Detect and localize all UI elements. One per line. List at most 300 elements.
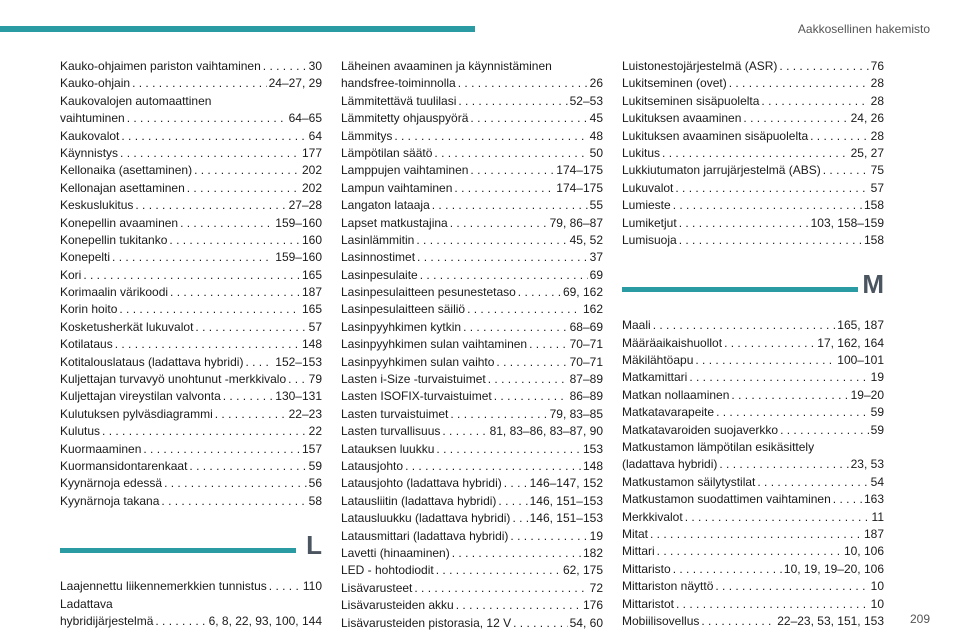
index-entry-term: Matkustamon säilytystilat bbox=[622, 474, 756, 489]
index-entry bbox=[622, 317, 884, 334]
index-entry bbox=[60, 215, 322, 232]
index-entry-term: Kuormansidontarenkaat bbox=[60, 458, 188, 473]
index-entry-pages: 11 bbox=[871, 509, 884, 524]
index-entry bbox=[622, 474, 884, 491]
index-entry-term: Mäkilähtöapu bbox=[622, 353, 694, 368]
index-entry bbox=[341, 528, 603, 545]
index-entry-pages: 10 bbox=[870, 596, 884, 611]
index-entry bbox=[60, 58, 322, 75]
index-entry-pages: 25, 27 bbox=[850, 145, 884, 160]
dot-leader bbox=[761, 93, 868, 110]
index-entry-term: Matkatavaroiden suojaverkko bbox=[622, 422, 779, 437]
index-entry-term: Lasinpesulaitteen pesunestetaso bbox=[341, 285, 516, 300]
index-entry-term: Mobiilisovellus bbox=[622, 613, 700, 628]
index-entry bbox=[341, 145, 603, 162]
index-entry-term: Lukitseminen sisäpuolelta bbox=[622, 93, 760, 108]
index-entry-term: Lasten ISOFIX-turvaistuimet bbox=[341, 389, 492, 404]
dot-leader bbox=[436, 562, 561, 579]
dot-leader bbox=[779, 58, 868, 75]
index-entry-term: Lumieste bbox=[622, 198, 671, 213]
index-entry-pages: 19 bbox=[589, 528, 603, 543]
dot-leader bbox=[155, 613, 206, 630]
index-entry bbox=[622, 456, 884, 473]
index-entry bbox=[622, 110, 884, 127]
index-entry-pages: 59 bbox=[870, 405, 884, 420]
dot-leader bbox=[450, 215, 548, 232]
index-entry-term: Konepellin tukitanko bbox=[60, 232, 168, 247]
index-entry-term: Lukitus bbox=[622, 145, 661, 160]
index-entry-term: Laajennettu liikennemerkkien tunnistus bbox=[60, 579, 267, 594]
index-entry-pages: 10 bbox=[870, 579, 884, 594]
dot-leader bbox=[414, 580, 587, 597]
index-entry bbox=[60, 354, 322, 371]
index-entry-pages: 70–71 bbox=[569, 337, 603, 352]
index-entry bbox=[622, 180, 884, 197]
index-entry-pages: 56 bbox=[308, 476, 322, 491]
index-entry-pages: 6, 8, 22, 93, 100, 144 bbox=[208, 613, 322, 628]
dot-leader bbox=[187, 180, 300, 197]
dot-leader bbox=[676, 596, 869, 613]
dot-leader bbox=[132, 75, 267, 92]
index-entry bbox=[622, 543, 884, 560]
index-entry-term: Keskuslukitus bbox=[60, 198, 134, 213]
dot-leader bbox=[417, 249, 588, 266]
dot-leader bbox=[189, 458, 306, 475]
index-entry-term: Käynnistys bbox=[60, 145, 119, 160]
index-entry bbox=[622, 387, 884, 404]
dot-leader bbox=[245, 354, 273, 371]
index-entry-pages: 37 bbox=[589, 250, 603, 265]
index-entry-term: Merkkivalot bbox=[622, 509, 683, 524]
index-entry-term: Kulutus bbox=[60, 424, 101, 439]
index-entry-pages: 68–69 bbox=[569, 319, 603, 334]
index-entry bbox=[60, 475, 322, 492]
index-entry-pages: 10, 106 bbox=[843, 544, 884, 559]
dot-leader bbox=[510, 528, 587, 545]
index-entry-term: Lasten turvaistuimet bbox=[341, 406, 449, 421]
dot-leader bbox=[689, 369, 868, 386]
index-entry-term: Lasinpyyhkimen sulan vaihto bbox=[341, 354, 495, 369]
index-entry bbox=[341, 441, 603, 458]
index-entry bbox=[341, 180, 603, 197]
index-entry bbox=[341, 458, 603, 475]
index-entry-pages: 62, 175 bbox=[562, 563, 603, 578]
index-entry bbox=[60, 406, 322, 423]
index-entry-term: Latauksen luukku bbox=[341, 441, 435, 456]
index-entry-pages: 59 bbox=[870, 422, 884, 437]
index-entry bbox=[60, 180, 322, 197]
dot-leader bbox=[695, 352, 835, 369]
index-entry-pages: 146, 151–153 bbox=[529, 493, 603, 508]
dot-leader bbox=[102, 423, 307, 440]
index-entry bbox=[341, 162, 603, 179]
index-entry-term: Kori bbox=[60, 267, 82, 282]
index-entry-term: Matkatavarapeite bbox=[622, 405, 715, 420]
dot-leader bbox=[650, 526, 862, 543]
index-entry bbox=[60, 197, 322, 214]
index-entry bbox=[341, 249, 603, 266]
dot-leader bbox=[135, 197, 286, 214]
index-entry-pages: 174–175 bbox=[556, 180, 603, 195]
section-header-l bbox=[60, 528, 322, 566]
index-entry-pages: 202 bbox=[301, 163, 322, 178]
index-entry-pages: 26 bbox=[589, 76, 603, 91]
index-entry bbox=[622, 128, 884, 145]
index-entry-pages: 45 bbox=[589, 111, 603, 126]
index-entry-pages: 64–65 bbox=[288, 111, 322, 126]
index-entry bbox=[60, 284, 322, 301]
index-entry bbox=[341, 319, 603, 336]
index-entry-term: Latausjohto (ladattava hybridi) bbox=[341, 476, 502, 491]
dot-leader bbox=[434, 145, 587, 162]
dot-leader bbox=[195, 319, 306, 336]
index-entry bbox=[622, 404, 884, 421]
index-entry-term: Kauko-ohjain bbox=[60, 76, 131, 91]
index-entry-term: Kuljettajan turvavyö unohtunut -merkkivalo bbox=[60, 372, 287, 387]
index-entry bbox=[341, 128, 603, 145]
index-entry-term: Kaukovalot bbox=[60, 128, 120, 143]
dot-leader bbox=[161, 493, 306, 510]
index-entry-pages: 187 bbox=[863, 526, 884, 541]
index-entry bbox=[341, 267, 603, 284]
index-entry-term: vaihtuminen bbox=[60, 111, 125, 126]
index-entry bbox=[60, 249, 322, 266]
index-entry bbox=[60, 162, 322, 179]
index-entry bbox=[341, 423, 603, 440]
dot-leader bbox=[757, 474, 868, 491]
index-entry bbox=[60, 319, 322, 336]
index-column-3 bbox=[622, 58, 884, 630]
index-entry-term: Langaton lataaja bbox=[341, 198, 430, 213]
index-entry bbox=[341, 545, 603, 562]
index-entry bbox=[60, 110, 322, 127]
index-entry-pages: 57 bbox=[870, 180, 884, 195]
index-entry bbox=[341, 475, 603, 492]
index-entry bbox=[60, 613, 322, 630]
index-entry bbox=[622, 369, 884, 386]
dot-leader bbox=[662, 145, 849, 162]
dot-leader bbox=[432, 197, 588, 214]
index-entry-term: Lasinpyyhkimen sulan vaihtaminen bbox=[341, 337, 528, 352]
dot-leader bbox=[456, 597, 581, 614]
index-entry-term: Konepelti bbox=[60, 250, 111, 265]
index-entry-pages: 152–153 bbox=[275, 354, 322, 369]
index-entry bbox=[60, 371, 322, 388]
index-entry-term: Lisävarusteiden pistorasia, 12 V bbox=[341, 615, 512, 630]
section-letter: M bbox=[862, 269, 884, 300]
index-entry bbox=[622, 145, 884, 162]
dot-leader bbox=[288, 371, 307, 388]
index-entry-term: Lämmitetty ohjauspyörä bbox=[341, 111, 469, 126]
index-entry-term: Luistonestojärjestelmä (ASR) bbox=[622, 59, 778, 73]
index-entry-term: Kauko-ohjaimen pariston vaihtaminen bbox=[60, 59, 261, 73]
index-entry bbox=[622, 526, 884, 543]
index-entry-text: Matkustamon lämpötilan esikäsittely bbox=[622, 440, 815, 455]
index-entry-pages: 79, 86–87 bbox=[549, 215, 603, 230]
index-entry bbox=[341, 93, 603, 110]
index-entry-pages: 24, 26 bbox=[850, 111, 884, 126]
dot-leader bbox=[394, 128, 587, 145]
index-entry bbox=[341, 75, 603, 92]
index-entry-pages: 30 bbox=[308, 59, 322, 73]
dot-leader bbox=[731, 387, 848, 404]
index-entry bbox=[341, 110, 603, 127]
index-entry-pages: 70–71 bbox=[569, 354, 603, 369]
index-entry bbox=[341, 597, 603, 614]
dot-leader bbox=[512, 510, 527, 527]
index-entry-term: Maali bbox=[622, 318, 651, 333]
index-entry bbox=[60, 336, 322, 353]
index-entry bbox=[60, 267, 322, 284]
index-entry-pages: 146, 151–153 bbox=[529, 511, 603, 526]
index-entry-pages: 72 bbox=[589, 580, 603, 595]
index-entry-pages: 130–131 bbox=[275, 389, 322, 404]
index-entry-pages: 148 bbox=[582, 458, 603, 473]
index-entry-pages: 28 bbox=[870, 76, 884, 91]
dot-leader bbox=[263, 58, 307, 75]
index-entry-pages: 57 bbox=[308, 319, 322, 334]
index-entry-term: Kyynärnoja takana bbox=[60, 493, 160, 508]
dot-leader bbox=[127, 110, 287, 127]
index-entry-pages: 19–20 bbox=[850, 387, 884, 402]
index-entry-term: Matkamittari bbox=[622, 370, 688, 385]
index-entry-term: Mitat bbox=[622, 526, 649, 541]
dot-leader bbox=[743, 110, 848, 127]
index-entry-term: Matkustamon suodattimen vaihtaminen bbox=[622, 492, 831, 507]
dot-leader bbox=[223, 388, 274, 405]
index-entry bbox=[341, 197, 603, 214]
index-entry-pages: 28 bbox=[870, 128, 884, 143]
index-entry bbox=[60, 441, 322, 458]
index-column-2 bbox=[341, 58, 603, 632]
index-entry-term: Lukituksen avaaminen bbox=[622, 111, 742, 126]
index-entry-term: Kosketusherkät lukuvalot bbox=[60, 319, 194, 334]
index-entry-term: Kuormaaminen bbox=[60, 441, 142, 456]
index-entry bbox=[622, 352, 884, 369]
index-entry-text: Läheinen avaaminen ja käynnistäminen bbox=[341, 59, 552, 73]
index-entry-term: Lavetti (hinaaminen) bbox=[341, 545, 450, 560]
dot-leader bbox=[458, 75, 588, 92]
index-entry-term: Lisävarusteiden akku bbox=[341, 598, 454, 613]
index-entry-term: Kulutuksen pylväsdiagrammi bbox=[60, 406, 213, 421]
dot-leader bbox=[673, 197, 862, 214]
index-entry bbox=[60, 578, 322, 595]
index-entry-pages: 64 bbox=[308, 128, 322, 143]
dot-leader bbox=[679, 232, 862, 249]
dot-leader bbox=[657, 543, 842, 560]
dot-leader bbox=[675, 180, 868, 197]
section-header-m bbox=[622, 267, 884, 305]
index-entry bbox=[622, 215, 884, 232]
dot-leader bbox=[470, 110, 587, 127]
index-entry-term: Kotilataus bbox=[60, 337, 113, 352]
index-entry-pages: 163 bbox=[863, 492, 884, 507]
dot-leader bbox=[120, 145, 300, 162]
index-entry-pages: 59 bbox=[308, 458, 322, 473]
index-entry-pages: 100–101 bbox=[837, 353, 884, 368]
index-entry-pages: 187 bbox=[301, 285, 322, 300]
dot-leader bbox=[715, 578, 868, 595]
index-entry-pages: 10, 19, 19–20, 106 bbox=[783, 561, 884, 576]
page-number: 209 bbox=[909, 612, 930, 626]
index-entry-pages: 174–175 bbox=[556, 163, 603, 178]
dot-leader bbox=[488, 371, 568, 388]
dot-leader bbox=[112, 249, 273, 266]
dot-leader bbox=[164, 475, 307, 492]
index-entry-term: Lasinpyyhkimen kytkin bbox=[341, 319, 462, 334]
index-entry-term: Lukuvalot bbox=[622, 180, 674, 195]
index-entry bbox=[60, 128, 322, 145]
dot-leader bbox=[513, 615, 568, 632]
dot-leader bbox=[470, 162, 554, 179]
index-entry-pages: 55 bbox=[589, 198, 603, 213]
index-entry bbox=[60, 75, 322, 92]
index-entry-text: Ladattava bbox=[60, 596, 113, 611]
dot-leader bbox=[494, 388, 568, 405]
dot-leader bbox=[420, 267, 588, 284]
dot-leader bbox=[215, 406, 287, 423]
dot-leader bbox=[169, 232, 300, 249]
index-entry-pages: 79, 83–85 bbox=[549, 406, 603, 421]
index-entry-term: Korimaalin värikoodi bbox=[60, 285, 169, 300]
index-entry-pages: 160 bbox=[301, 232, 322, 247]
index-entry-pages: 165, 187 bbox=[837, 318, 884, 333]
index-entry bbox=[60, 232, 322, 249]
index-entry bbox=[622, 197, 884, 214]
index-entry-term: Latausjohto bbox=[341, 458, 404, 473]
index-entry-pages: 45, 52 bbox=[569, 232, 603, 247]
dot-leader bbox=[679, 215, 809, 232]
index-entry-term: Konepellin avaaminen bbox=[60, 215, 179, 230]
index-entry bbox=[622, 75, 884, 92]
dot-leader bbox=[436, 441, 581, 458]
index-entry bbox=[341, 493, 603, 510]
index-entry bbox=[341, 580, 603, 597]
index-entry-pages: 202 bbox=[301, 180, 322, 195]
index-entry-pages: 22 bbox=[308, 424, 322, 439]
dot-leader bbox=[450, 406, 547, 423]
index-entry-term: handsfree-toiminnolla bbox=[341, 76, 456, 91]
dot-leader bbox=[833, 491, 862, 508]
index-column-1 bbox=[60, 58, 322, 630]
index-entry-term: Lisävarusteet bbox=[341, 580, 413, 595]
index-entry-term: Mittaristo bbox=[622, 561, 671, 576]
index-entry bbox=[341, 301, 603, 318]
dot-leader bbox=[194, 162, 300, 179]
dot-leader bbox=[529, 336, 568, 353]
index-entry-term: Matkan nollaaminen bbox=[622, 387, 730, 402]
dot-leader bbox=[719, 456, 848, 473]
index-entry bbox=[622, 561, 884, 578]
dot-leader bbox=[729, 75, 869, 92]
index-entry-term: Lämmitettävä tuulilasi bbox=[341, 93, 457, 108]
dot-leader bbox=[463, 319, 568, 336]
index-entry bbox=[622, 335, 884, 352]
section-letter: L bbox=[306, 530, 322, 561]
index-entry-pages: 54, 60 bbox=[569, 615, 603, 630]
dot-leader bbox=[170, 284, 300, 301]
index-entry-term: Lasinnostimet bbox=[341, 250, 416, 265]
index-entry-pages: 177 bbox=[301, 145, 322, 160]
index-entry bbox=[622, 509, 884, 526]
index-entry bbox=[622, 58, 884, 75]
index-entry-term: Latausluukku (ladattava hybridi) bbox=[341, 511, 511, 526]
dot-leader bbox=[405, 458, 581, 475]
index-entry-pages: 22–23 bbox=[288, 406, 322, 421]
index-entry-pages: 86–89 bbox=[569, 389, 603, 404]
dot-leader bbox=[498, 493, 527, 510]
dot-leader bbox=[416, 232, 567, 249]
dot-leader bbox=[83, 267, 300, 284]
index-entry-pages: 27–28 bbox=[288, 198, 322, 213]
dot-leader bbox=[653, 317, 836, 334]
index-entry bbox=[341, 215, 603, 232]
dot-leader bbox=[504, 475, 528, 492]
index-entry-pages: 182 bbox=[582, 545, 603, 560]
index-entry-pages: 48 bbox=[589, 128, 603, 143]
dot-leader bbox=[716, 404, 869, 421]
index-entry-term: Lämpötilan säätö bbox=[341, 145, 433, 160]
index-entry bbox=[622, 596, 884, 613]
index-entry-term: Mittariston näyttö bbox=[622, 579, 714, 594]
index-entry-pages: 162 bbox=[582, 302, 603, 317]
index-entry-pages: 23, 53 bbox=[850, 457, 884, 472]
index-entry-pages: 58 bbox=[308, 493, 322, 508]
index-entry-pages: 17, 162, 164 bbox=[817, 335, 884, 350]
dot-leader bbox=[442, 423, 487, 440]
index-entry-pages: 153 bbox=[582, 441, 603, 456]
index-entry-term: Lukitseminen (ovet) bbox=[622, 76, 727, 91]
index-entry bbox=[622, 422, 884, 439]
index-entry-pages: 81, 83–86, 83–87, 90 bbox=[489, 424, 603, 439]
index-entry bbox=[60, 493, 322, 510]
index-entry-pages: 24–27, 29 bbox=[268, 76, 322, 91]
index-entry-term: Lumisuoja bbox=[622, 232, 677, 247]
dot-leader bbox=[467, 301, 581, 318]
dot-leader bbox=[685, 509, 870, 526]
index-entry-term: Mittaristot bbox=[622, 596, 675, 611]
index-entry bbox=[622, 232, 884, 249]
index-entry-pages: 176 bbox=[582, 598, 603, 613]
index-entry bbox=[341, 388, 603, 405]
dot-leader bbox=[724, 335, 815, 352]
index-entry bbox=[341, 406, 603, 423]
dot-leader bbox=[496, 354, 567, 371]
section-divider bbox=[60, 548, 296, 553]
index-entry bbox=[622, 491, 884, 508]
index-entry-pages: 52–53 bbox=[569, 93, 603, 108]
dot-leader bbox=[823, 162, 869, 179]
index-entry-pages: 158 bbox=[863, 232, 884, 247]
dot-leader bbox=[121, 128, 306, 145]
index-entry bbox=[341, 615, 603, 632]
index-entry bbox=[341, 354, 603, 371]
index-entry-pages: 110 bbox=[302, 579, 322, 594]
index-entry-pages: 148 bbox=[301, 337, 322, 352]
dot-leader bbox=[673, 561, 782, 578]
section-divider bbox=[622, 287, 858, 292]
index-entry bbox=[341, 510, 603, 527]
dot-leader bbox=[780, 422, 869, 439]
index-entry-term: Lapset matkustajina bbox=[341, 215, 448, 230]
index-entry-term: Lasten turvallisuus bbox=[341, 424, 441, 439]
index-entry-pages: 165 bbox=[301, 302, 322, 317]
index-entry-term: Korin hoito bbox=[60, 302, 118, 317]
index-entry-pages: 50 bbox=[589, 145, 603, 160]
index-entry bbox=[60, 423, 322, 440]
index-entry-term: Kellonaika (asettaminen) bbox=[60, 163, 193, 178]
index-entry-pages: 165 bbox=[301, 267, 322, 282]
